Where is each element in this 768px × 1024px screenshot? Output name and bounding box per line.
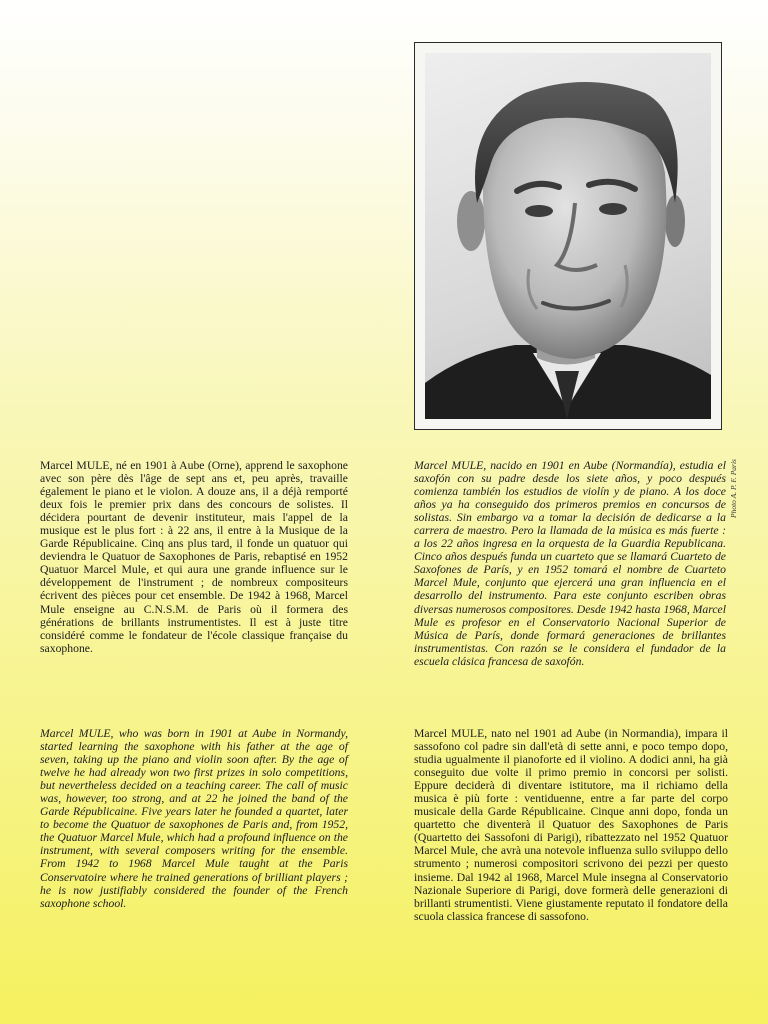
bio-italian: Marcel MULE, nato nel 1901 ad Aube (in Normandia), impara il sassofono col padre sin dall'età di sette anni, e poco tempo dopo, studia ugualmente il pianoforte ed il violino. A dodici anni, ha già conseguito due volte il primo premio in concorsi per solisti. Eppure deciderà di diventare istitutore, ma il richiamo della musica è più forte : ventiduenne, entre a far parte del corpo musicale della Garde Républicaine. Cinque anni dopo, fonda un quartetto che diventerà il Quatuor des Saxophones de Paris (Quartetto dei Sassofoni di Parigi), ribattezzato nel 1952 Quatuor Marcel Mule, che avrà una notevole influenza sullo sviluppo dello strumento ; numerosi compositori scrivono dei pezzi per questo insieme. Dal 1942 al 1968, Marcel Mule insegna al Conservatorio Nazionale Superiore di Parigi, dove formerà delle generazioni di brillanti strumentisti. Viene giustamente reputato il fondatore della scuola classica francese di sassofono.: [414, 727, 728, 923]
bio-english: Marcel MULE, who was born in 1901 at Aube in Normandy, started learning the saxophone with his father at the age of seven, taking up the piano and violin soon after. By the age of twelve he had already won two first prizes in solo competitions, but nevertheless decided on a teaching career. The call of music was, however, too strong, and at 22 he joined the band of the Garde Républicaine. Five years later he founded a quartet, later to become the Quatuor de saxophones de Paris and, from 1952, the Quatuor Marcel Mule, which had a profound influence on the instrument, with several composers writing for the ensemble. From 1942 to 1968 Marcel Mule taught at the Paris Conservatoire where he trained generations of brilliant players ; he is now justifiably considered the founder of the French saxophone school.: [40, 727, 348, 910]
portrait-photo: [425, 53, 711, 419]
portrait-illustration: [425, 53, 711, 419]
portrait-photo-frame: [414, 42, 722, 430]
bio-french: Marcel MULE, né en 1901 à Aube (Orne), apprend le saxophone avec son père dès l'âge de sept ans et, peu après, travaille également le piano et le violon. A douze ans, il a déjà remporté deux fois le premier prix dans des concours de solistes. Il décidera pourtant de devenir instituteur, mais l'appel de la musique est le plus fort : à 22 ans, il entre à la Musique de la Garde Républicaine. Cinq ans plus tard, il fonde un quatuor qui deviendra le Quatuor de Saxophones de Paris, rebaptisé en 1952 Quatuor Marcel Mule, et qui aura une grande influence sur le développement de l'instrument ; de nombreux compositeurs écrivent des pièces pour cet ensemble. De 1942 à 1968, Marcel Mule enseigne au C.N.S.M. de Paris où il formera des générations de brillants instrumentistes. Il est à juste titre considéré comme le fondateur de l'école classique française du saxophone.: [40, 459, 348, 655]
photo-credit: Photo A. P. F. Paris: [729, 459, 738, 518]
photo-credit-container: [728, 428, 740, 518]
bio-spanish: Marcel MULE, nacido en 1901 en Aube (Normandía), estudia el saxofón con su padre desde los siete años, y poco después comienza también los estudios de violín y de piano. A los doce años ya ha conseguido dos primeros premios en concursos de solistas. Sin embargo va a tomar la decisión de dedicarse a la carrera de maestro. Pero la llamada de la música es más fuerte : a los 22 años ingresa en la orquesta de la Guardia Republicana. Cinco años después funda un cuarteto que se llamará Cuarteto de Saxofones de París, y en 1952 tomará el nombre de Cuarteto Marcel Mule, conjunto que ejercerá una gran influencia en el desarrollo del instrumento. Para este conjunto escriben obras diversas numerosos compositores. Desde 1942 hasta 1968, Marcel Mule es profesor en el Conservatorio Nacional Superior de Música de París, donde formará generaciones de brillantes instrumentistas. Con razón se le considera el fundador de la escuela clásica francesa de saxofón.: [414, 459, 726, 668]
